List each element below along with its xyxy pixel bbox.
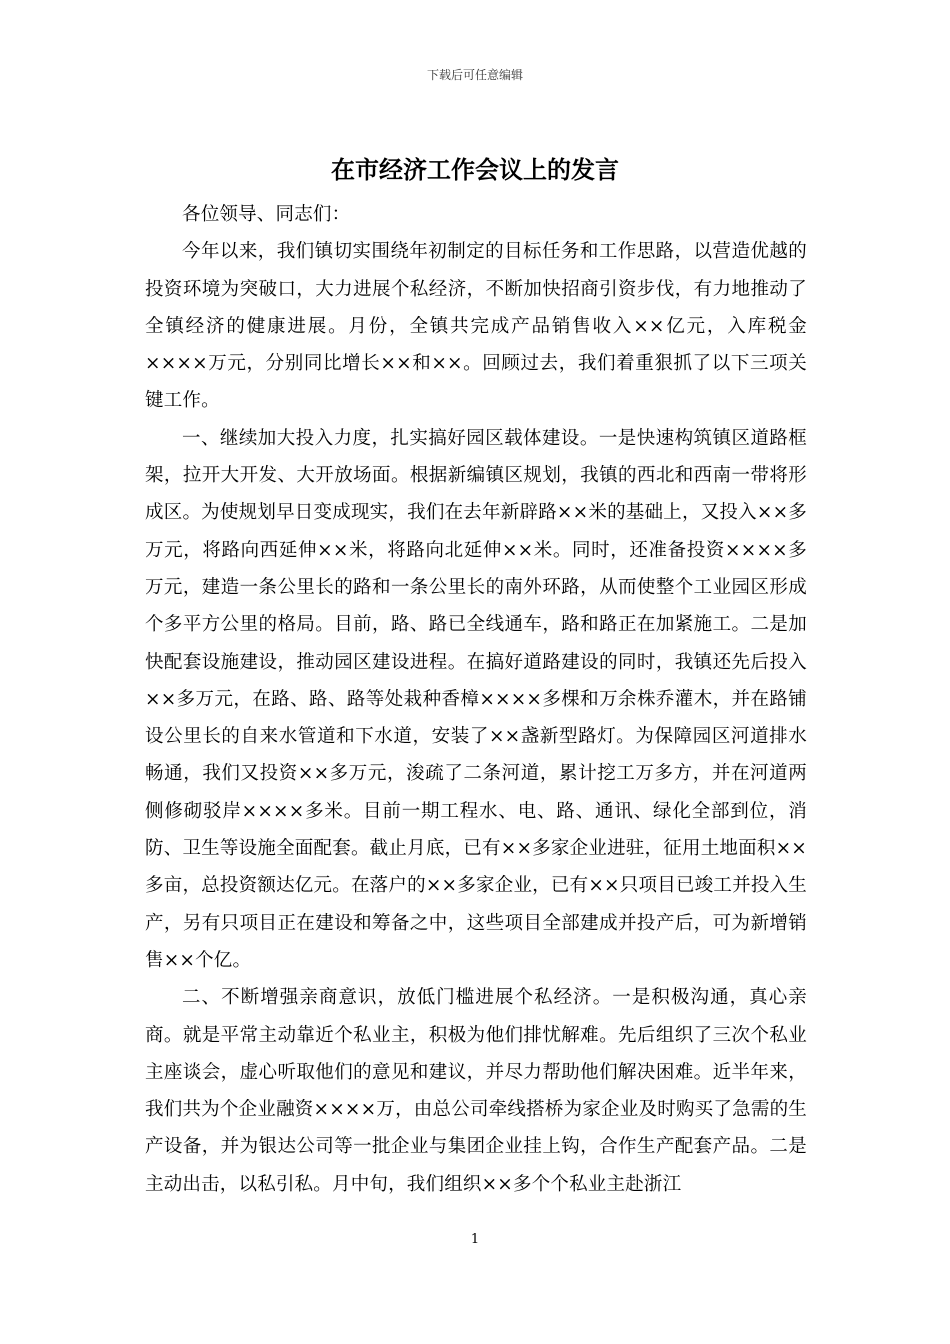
- document-title: 在市经济工作会议上的发言: [331, 156, 619, 184]
- header-note: 下载后可任意编辑: [426, 68, 523, 82]
- greeting: 各位领导、同志们：: [182, 204, 351, 225]
- document-body: [145, 196, 807, 1203]
- paragraph-intro: 今年以来，我们镇切实围绕年初制定的目标任务和工作思路，以营造优越的投资环境为突破口，大力进展个私经济，不断加快招商引资步伐，有力地推动了全镇经济的健康进展。月份，全镇共完成产品销售收入××亿元，入库税金××××万元，分别同比增长××和××。回顾过去，我们着重狠抓了以下三项关键工作。: [145, 241, 807, 412]
- paragraph-section-two: 二、不断增强亲商意识，放低门槛进展个私经济。一是积极沟通，真心亲商。就是平常主动靠近个私业主，积极为他们排忧解难。先后组织了三次个私业主座谈会，虚心听取他们的意见和建议，并尽力帮助他们解决困难。近半年来，我们共为个企业融资××××万，由总公司牵线搭桥为家企业及时购买了急需的生产设备，并为银达公司等一批企业与集团企业挂上钩，合作生产配套产品。二是主动出击，以私引私。月中旬，我们组织××多个个私业主赴浙江: [145, 987, 807, 1195]
- paragraph-section-one: 一、继续加大投入力度，扎实搞好园区载体建设。一是快速构筑镇区道路框架，拉开大开发、大开放场面。根据新编镇区规划，我镇的西北和西南一带将形成区。为使规划早日变成现实，我们在去年新辟路××米的基础上，又投入××多万元，将路向西延伸××米，将路向北延伸××米。同时，还准备投资××××多万元，建造一条公里长的路和一条公里长的南外环路，从而使整个工业园区形成个多平方公里的格局。目前，路、路已全线通车，路和路正在加紧施工。二是加快配套设施建设，推动园区建设进程。在搞好道路建设的同时，我镇还先后投入××多万元，在路、路、路等处栽种香樟××××多棵和万余株乔灌木，并在路铺设公里长的自来水管道和下水道，安装了××盏新型路灯。为保障园区河道排水畅通，我们又投资××多万元，浚疏了二条河道，累计挖工万多方，并在河道两侧修砌驳岸××××多米。目前一期工程水、电、路、通讯、绿化全部到位，消防、卫生等设施全面配套。截止月底，已有××多家企业进驻，征用土地面积××多亩，总投资额达亿元。在落户的××多家企业，已有××只项目已竣工并投入生产，另有只项目正在建设和筹备之中，这些项目全部建成并投产后，可为新增销售××个亿。: [145, 427, 807, 971]
- page-number: 1: [470, 1232, 480, 1247]
